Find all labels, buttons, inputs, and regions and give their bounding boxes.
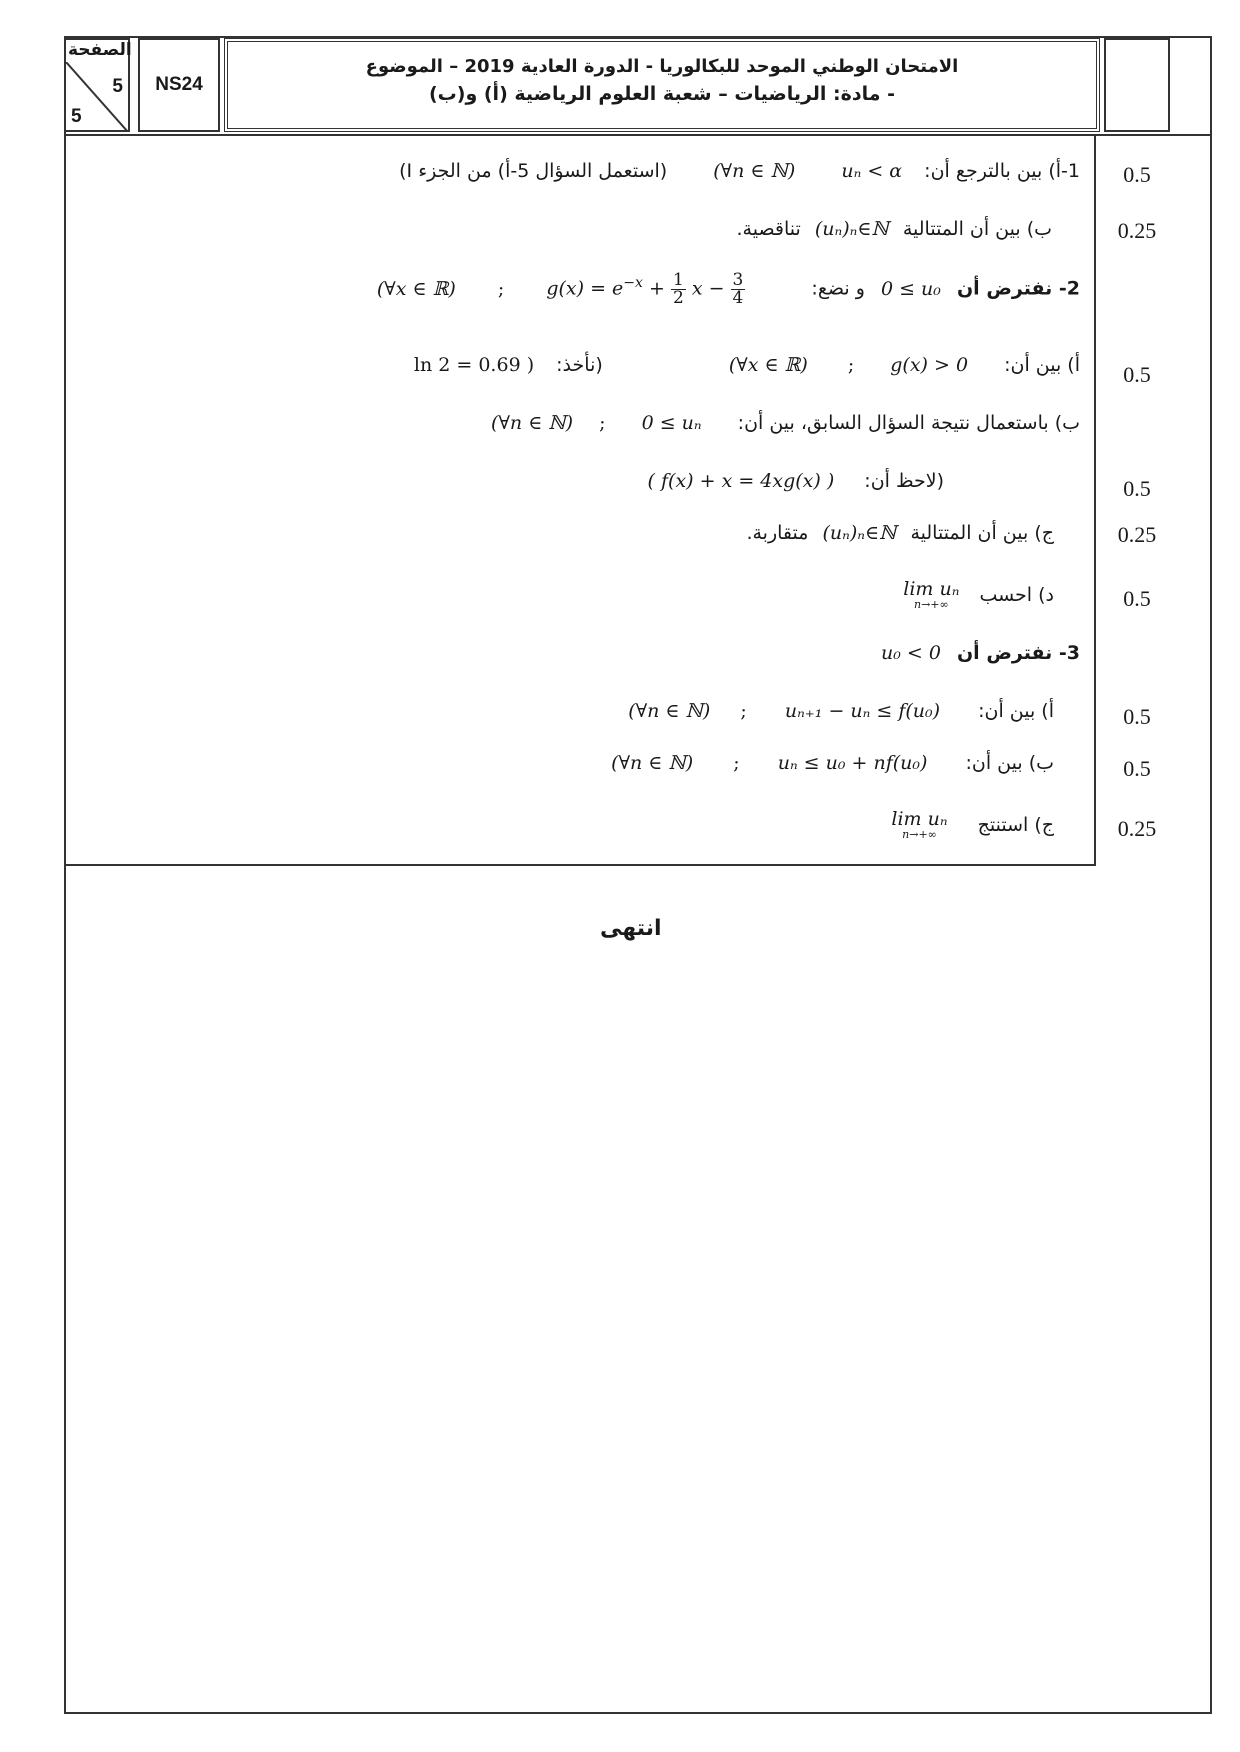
exam-title-box (224, 38, 1100, 132)
question-2b: ب) باستعمال نتيجة السؤال السابق، بين أن: 0 ≤ uₙ ; (∀n ∈ ℕ) (491, 412, 1080, 434)
page-label: الصفحة (68, 40, 132, 60)
exam-title-line2: - مادة: الرياضيات – شعبة العلوم الرياضية (أ) و(ب) (428, 83, 896, 105)
question-2b-hint: (لاحظ أن: ( f(x) + x = 4xg(x) ) (647, 470, 944, 492)
end-word: انتهى (600, 916, 662, 941)
exam-title-line1: الامتحان الوطني الموحد للبكالوريا - الدورة العادية 2019 – الموضوع (365, 56, 959, 77)
question-3-intro: 3- نفترض أن u₀ < 0 (880, 642, 1080, 664)
question-2d: د) احسب lim uₙ n→+∞ (903, 578, 1054, 611)
page-current: 5 (112, 76, 123, 97)
page-total: 5 (71, 106, 82, 127)
score-1b: 0.25 (1117, 218, 1157, 243)
exam-code: NS24 (138, 38, 220, 132)
score-3c: 0.25 (1117, 816, 1157, 841)
score-3a: 0.5 (1123, 704, 1151, 729)
question-1a: 1-أ) بين بالترجع أن: uₙ < α (∀n ∈ ℕ) (استعمل السؤال 5-أ) من الجزء I) (399, 160, 1080, 182)
score-2a: 0.5 (1123, 362, 1151, 387)
question-3a: أ) بين أن: uₙ₊₁ − uₙ ≤ f(u₀) ; (∀n ∈ ℕ) (628, 700, 1054, 722)
question-3b: ب) بين أن: uₙ ≤ u₀ + nf(u₀) ; (∀n ∈ ℕ) (611, 752, 1054, 774)
question-1b: ب) بين أن المتتالية (uₙ)ₙ∈ℕ تناقصية. (736, 218, 1052, 240)
score-2c: 0.25 (1117, 522, 1157, 547)
question-2c: ج) بين أن المتتالية (uₙ)ₙ∈ℕ متقاربة. (746, 522, 1054, 544)
score-2d: 0.5 (1123, 586, 1151, 611)
score-3b: 0.5 (1123, 756, 1151, 781)
header-blank-box (1104, 38, 1170, 132)
question-2-intro: 2- نفترض أن 0 ≤ u₀ و نضع: $g(x) = e^{-x}$ + $\frac{1}{2}$ x − $\frac{3}{4}$ ; (∀x ∈ ℝ) (376, 270, 1080, 308)
question-2a: أ) بين أن: g(x) > 0 ; (∀x ∈ ℝ) (نأخذ: ln 2 = 0.69 ) (413, 354, 1080, 376)
question-3c: ج) استنتج lim uₙ n→+∞ (891, 808, 1054, 841)
score-2b: 0.5 (1123, 476, 1151, 501)
score-1a: 0.5 (1123, 162, 1151, 187)
page-number-box (64, 38, 130, 132)
